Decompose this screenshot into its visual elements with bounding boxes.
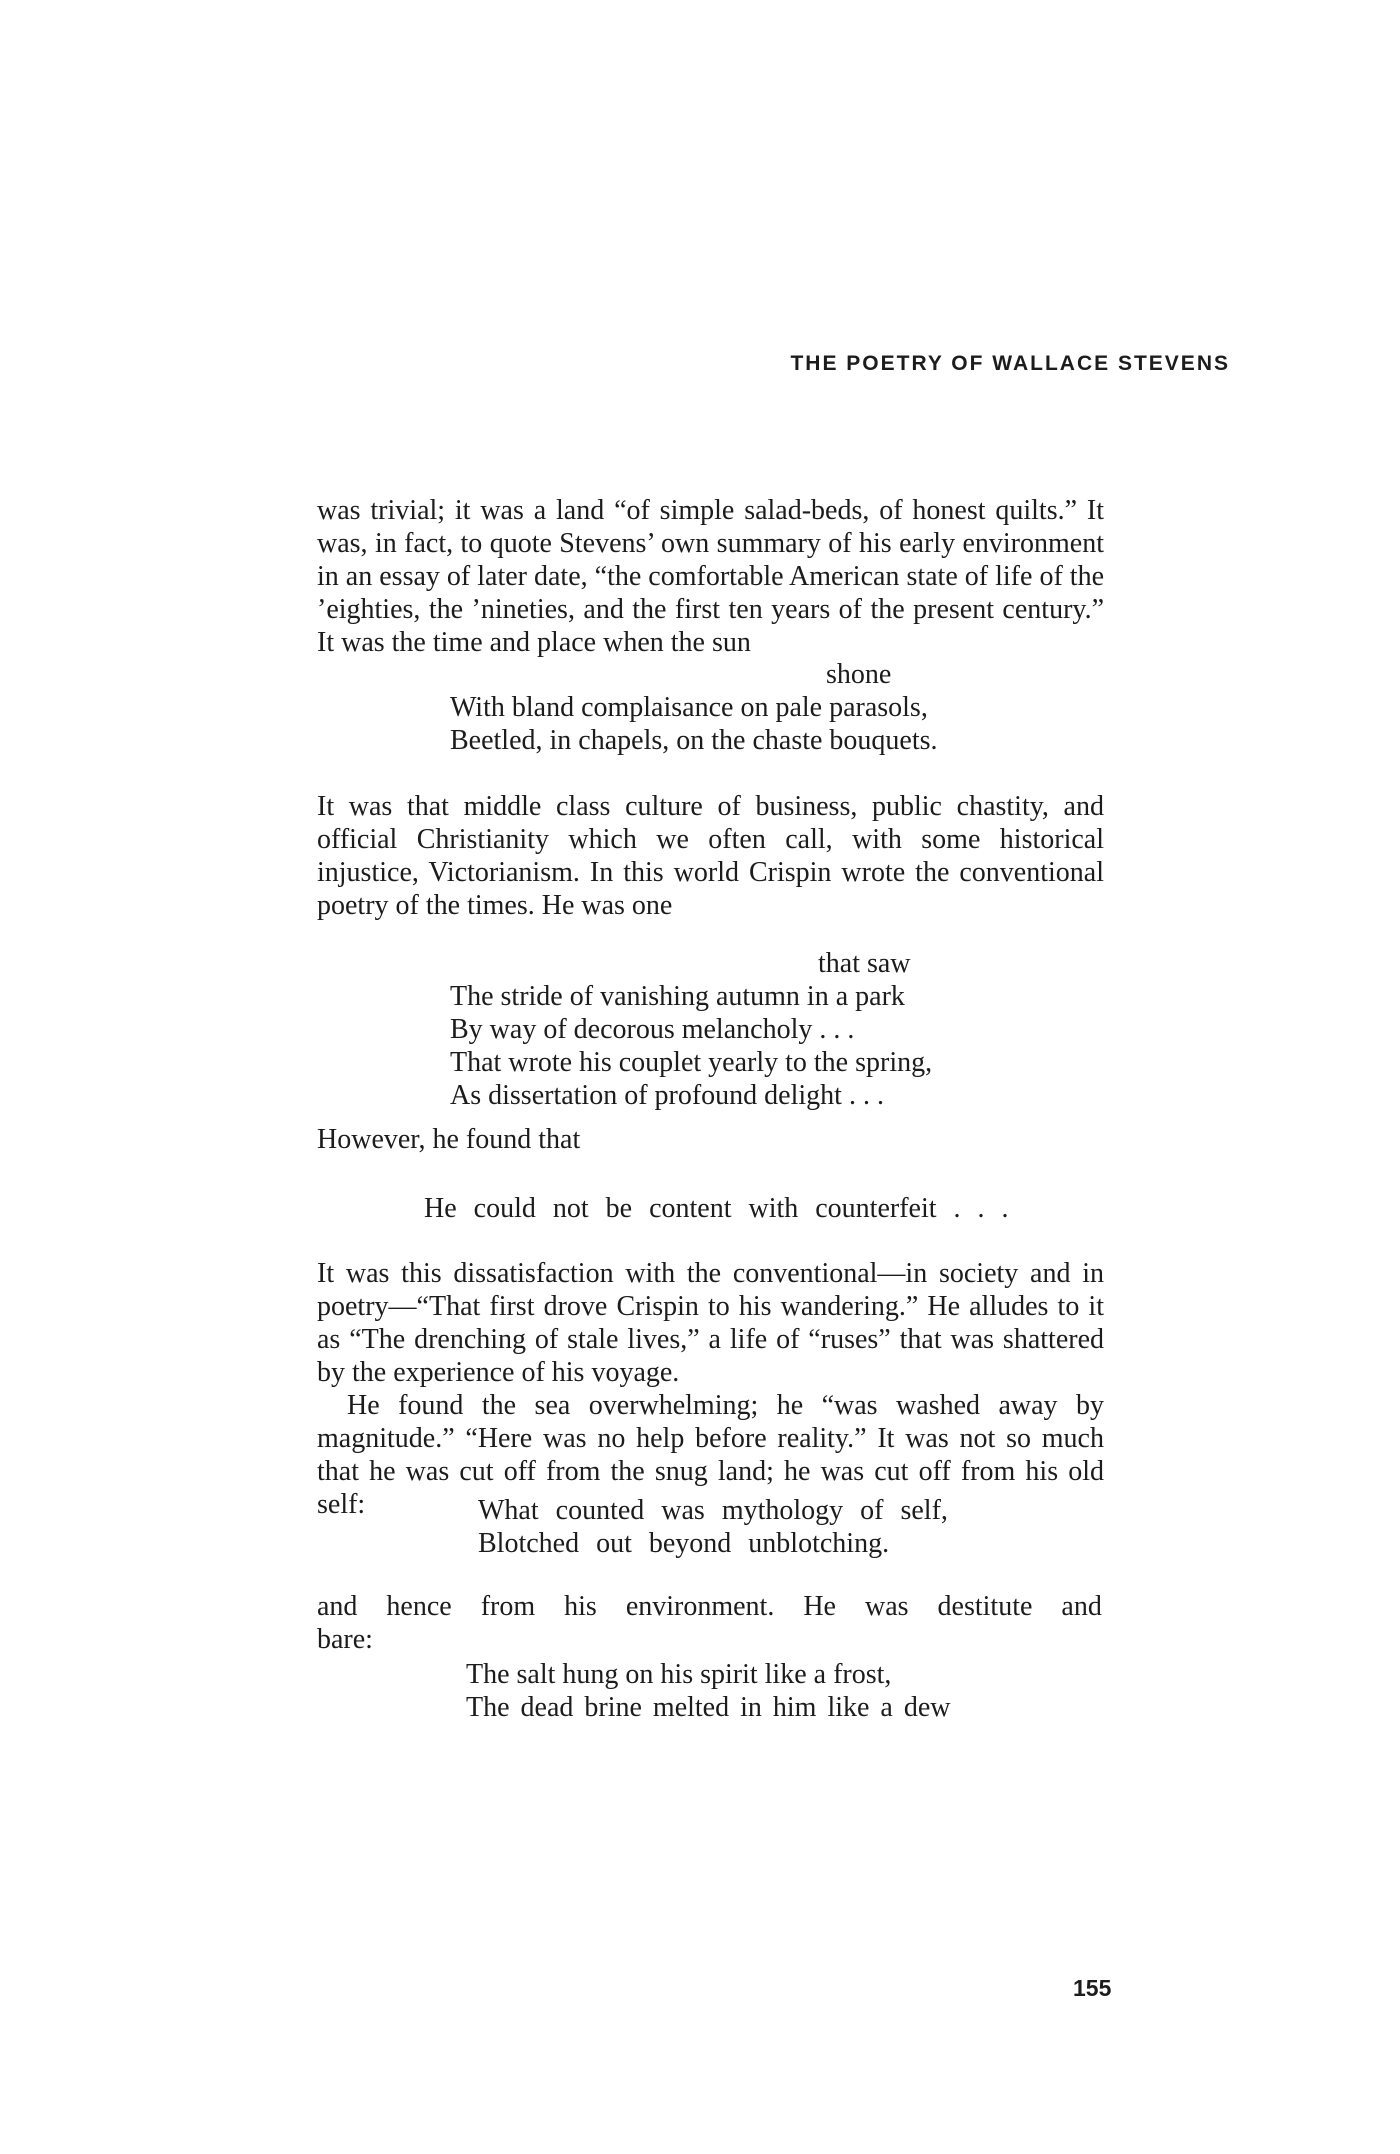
verse-block-4 [478, 1494, 948, 1560]
paragraph-3: However, he found that [317, 1124, 581, 1155]
paragraph-5: He found the sea overwhelming; he “was washed away by magnitude.” “Here was no help before reality.” It was not so much that he was cut off from the snug land; he was cut off from his old self: [317, 1390, 1104, 1520]
verse-block-3 [424, 1192, 1009, 1225]
verse-line: Beetled, in chapels, on the chaste bouquets. [450, 725, 938, 756]
verse-line: That wrote his couplet yearly to the spring, [450, 1047, 933, 1078]
paragraph-4: It was this dissatisfaction with the conventional—in society and in poetry—“That first drove Crispin to his wandering.” He alludes to it as “The drenching of stale lives,” a life of “ruses” that was shattered by the experience of his voyage. [317, 1258, 1104, 1388]
running-header: THE POETRY OF WALLACE STEVENS [790, 352, 1230, 375]
verse-line: As dissertation of profound delight . . . [450, 1080, 884, 1111]
verse-line: He could not be content with counterfeit . . . [424, 1193, 1009, 1224]
verse-line: What counted was mythology of self, [478, 1495, 948, 1526]
verse-block-2 [450, 947, 932, 1112]
verse-line: shone [826, 659, 892, 690]
verse-line: that saw [818, 948, 911, 979]
verse-line: By way of decorous melancholy . . . [450, 1014, 855, 1045]
page-number: 155 [1073, 1975, 1112, 2001]
paragraph-2: It was that middle class culture of business, public chastity, and official Christianity which we often call, with some historical injustice, Victorianism. In this world Crispin wrote the conventional poetry of the times. He was one [317, 791, 1104, 921]
verse-block-1 [450, 658, 938, 757]
verse-line: Blotched out beyond unblotching. [478, 1528, 890, 1559]
verse-line: The salt hung on his spirit like a frost, [466, 1659, 892, 1690]
verse-block-5 [466, 1658, 951, 1724]
paragraph-1: was trivial; it was a land “of simple salad-beds, of honest quilts.” It was, in fact, to quote Stevens’ own summary of his early environment in an essay of later date, “the comfortable American state of life of the ’eighties, the ’nineties, and the first ten years of the present century.” It was the time and place when the sun [317, 495, 1104, 658]
paragraph-6: and hence from his environment. He was destitute and bare: [317, 1591, 1102, 1655]
verse-line: With bland complaisance on pale parasols, [450, 692, 928, 723]
verse-line: The dead brine melted in him like a dew [466, 1692, 951, 1723]
verse-line: The stride of vanishing autumn in a park [450, 981, 905, 1012]
